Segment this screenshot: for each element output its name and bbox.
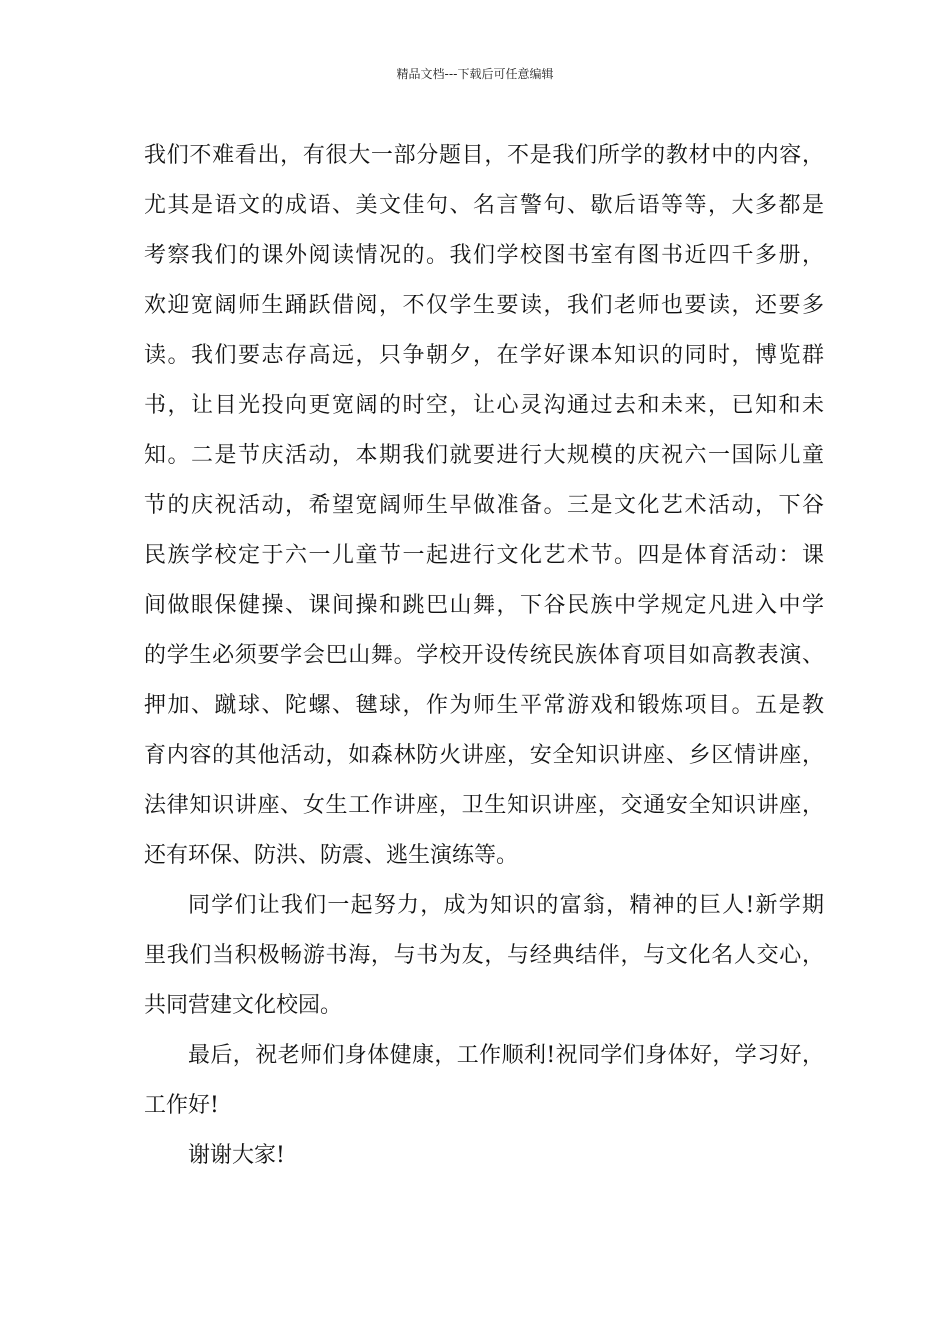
text-line: 同学们让我们一起努力，成为知识的富翁，精神的巨人!新学期 [188, 893, 824, 918]
paragraph [144, 1131, 824, 1181]
text-line: 的学生必须要学会巴山舞。学校开设传统民族体育项目如高教表演、 [144, 643, 824, 668]
text-line: 节的庆祝活动，希望宽阔师生早做准备。三是文化艺术活动，下谷 [144, 493, 824, 518]
text-line: 尤其是语文的成语、美文佳句、名言警句、歇后语等等，大多都是 [144, 193, 824, 218]
text-line: 里我们当积极畅游书海，与书为友，与经典结伴，与文化名人交心， [144, 943, 824, 968]
text-line: 知。二是节庆活动，本期我们就要进行大规模的庆祝六一国际儿童 [144, 443, 824, 468]
text-line: 读。我们要志存高远，只争朝夕，在学好课本知识的同时，博览群 [144, 343, 824, 368]
text-line: 工作好! [144, 1093, 219, 1118]
text-line: 书，让目光投向更宽阔的时空，让心灵沟通过去和未来，已知和未 [144, 393, 824, 418]
paragraph [144, 131, 824, 881]
text-line: 间做眼保健操、课间操和跳巴山舞，下谷民族中学规定凡进入中学 [144, 593, 824, 618]
paragraph [144, 1031, 824, 1131]
text-line: 我们不难看出，有很大一部分题目，不是我们所学的教材中的内容， [144, 143, 824, 168]
paragraph [144, 881, 824, 1031]
page-header: 精品文档---下载后可任意编辑 [396, 67, 554, 81]
text-line: 共同营建文化校园。 [144, 993, 343, 1018]
text-line: 法律知识讲座、女生工作讲座，卫生知识讲座，交通安全知识讲座， [144, 793, 824, 818]
text-line: 欢迎宽阔师生踊跃借阅，不仅学生要读，我们老师也要读，还要多 [144, 293, 824, 318]
text-line: 考察我们的课外阅读情况的。我们学校图书室有图书近四千多册， [144, 243, 824, 268]
text-line: 最后，祝老师们身体健康，工作顺利!祝同学们身体好，学习好， [188, 1043, 824, 1068]
text-line: 民族学校定于六一儿童节一起进行文化艺术节。四是体育活动：课 [144, 543, 824, 568]
text-line: 还有环保、防洪、防震、逃生演练等。 [144, 843, 519, 868]
text-line: 押加、蹴球、陀螺、毽球，作为师生平常游戏和锻炼项目。五是教 [144, 693, 824, 718]
document-body [144, 131, 824, 1181]
text-line: 育内容的其他活动，如森林防火讲座，安全知识讲座、乡区情讲座， [144, 743, 824, 768]
text-line: 谢谢大家! [188, 1143, 285, 1168]
